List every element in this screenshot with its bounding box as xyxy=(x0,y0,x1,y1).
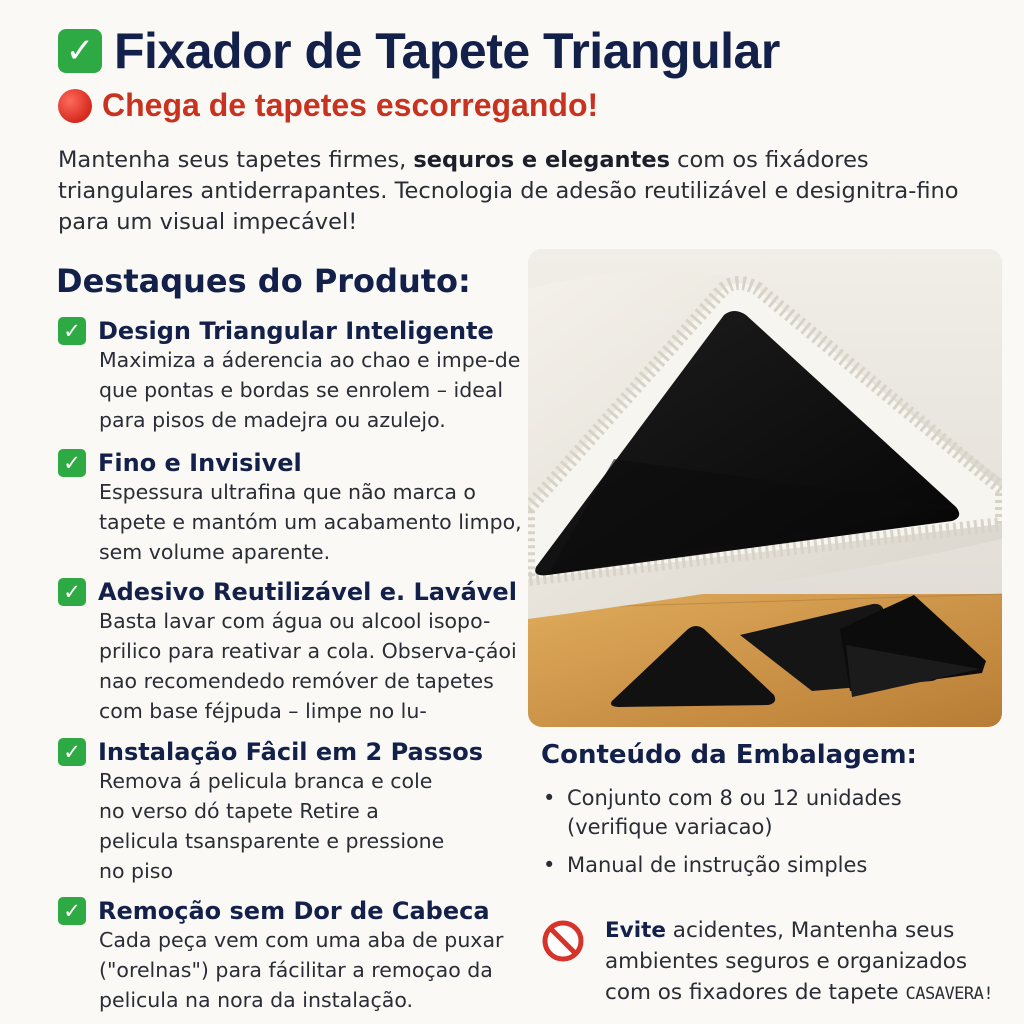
bullet-icon: • xyxy=(543,853,556,877)
feature-title: Fino e Invisivel xyxy=(98,449,302,477)
feature-description: Basta lavar com água ou alcool isopo-prilico para reativar a cola. Observa-çáoi nao recomendedo remóver de tapetes com base féjpuda – limpe no lu- xyxy=(99,609,517,723)
warning-text xyxy=(605,915,1011,1010)
check-mark-icon: ✓ xyxy=(58,578,86,606)
brand-name: CASAVERA! xyxy=(905,984,994,1004)
feature-description: Maximiza a áderencia ao chao e impe-de que pontas e bordas se enrolem – ideal para pisos de madejra ou azulejo. xyxy=(99,348,521,432)
intro-text-1: Mantenha seus tapetes firmes, xyxy=(58,147,414,173)
feature-item xyxy=(58,897,528,1015)
feature-item xyxy=(58,449,528,567)
package-heading: Conteúdo da Embalagem: xyxy=(541,740,917,770)
page-title: Fixador de Tapete Triangular xyxy=(114,23,780,79)
red-circle-icon xyxy=(58,89,92,123)
feature-title: Remoção sem Dor de Cabeca xyxy=(98,897,490,925)
page-subtitle: Chega de tapetes escorregando! xyxy=(102,87,599,123)
product-photo xyxy=(528,249,1002,727)
feature-item xyxy=(58,738,528,886)
check-mark-icon: ✓ xyxy=(58,897,86,925)
intro-paragraph xyxy=(58,145,988,238)
list-item xyxy=(541,851,981,880)
feature-title: Adesivo Reutilizável e. Lavável xyxy=(98,578,517,606)
check-mark-icon: ✓ xyxy=(58,29,102,73)
check-mark-icon: ✓ xyxy=(58,449,86,477)
package-list xyxy=(541,784,981,889)
intro-text-2: com os fixádores triangulares antiderrapantes. Tecnologia de adesão reutilizável e designitra-fino para um visual impecável! xyxy=(58,147,959,235)
warning-bold: Evite xyxy=(605,918,666,943)
warning-body: acidentes, Mantenha seus ambientes seguros e organizados com os fixadores de tapete xyxy=(605,918,968,1005)
feature-description: Remova á pelicula branca e cole no verso dó tapete Retire a pelicula tsansparente e pressione no piso xyxy=(99,769,445,883)
intro-bold: sequros e elegantes xyxy=(413,147,670,173)
title-row xyxy=(58,22,780,80)
package-item-text: Conjunto com 8 ou 12 unidades (verifique variacao) xyxy=(567,786,902,839)
feature-title: Instalação Fâcil em 2 Passos xyxy=(98,738,484,766)
list-item xyxy=(541,784,981,842)
prohibited-icon xyxy=(541,919,585,963)
feature-title: Design Triangular Inteligente xyxy=(98,317,494,345)
feature-description: Espessura ultrafina que não marca o tapete e mantóm um acabamento limpo, sem volume aparente. xyxy=(99,480,522,564)
subtitle-row xyxy=(58,87,598,124)
bullet-icon: • xyxy=(543,786,556,810)
feature-item xyxy=(58,578,528,726)
feature-description: Cada peça vem com uma aba de puxar ("orelnas") para fácilitar a remoçao da pelicula na nora da instalação. xyxy=(99,928,504,1012)
check-mark-icon: ✓ xyxy=(58,317,86,345)
highlights-heading: Destaques do Produto: xyxy=(56,262,471,300)
warning-block xyxy=(541,915,1011,1010)
feature-item xyxy=(58,317,528,435)
check-mark-icon: ✓ xyxy=(58,738,86,766)
package-item-text: Manual de instrução simples xyxy=(567,853,868,877)
